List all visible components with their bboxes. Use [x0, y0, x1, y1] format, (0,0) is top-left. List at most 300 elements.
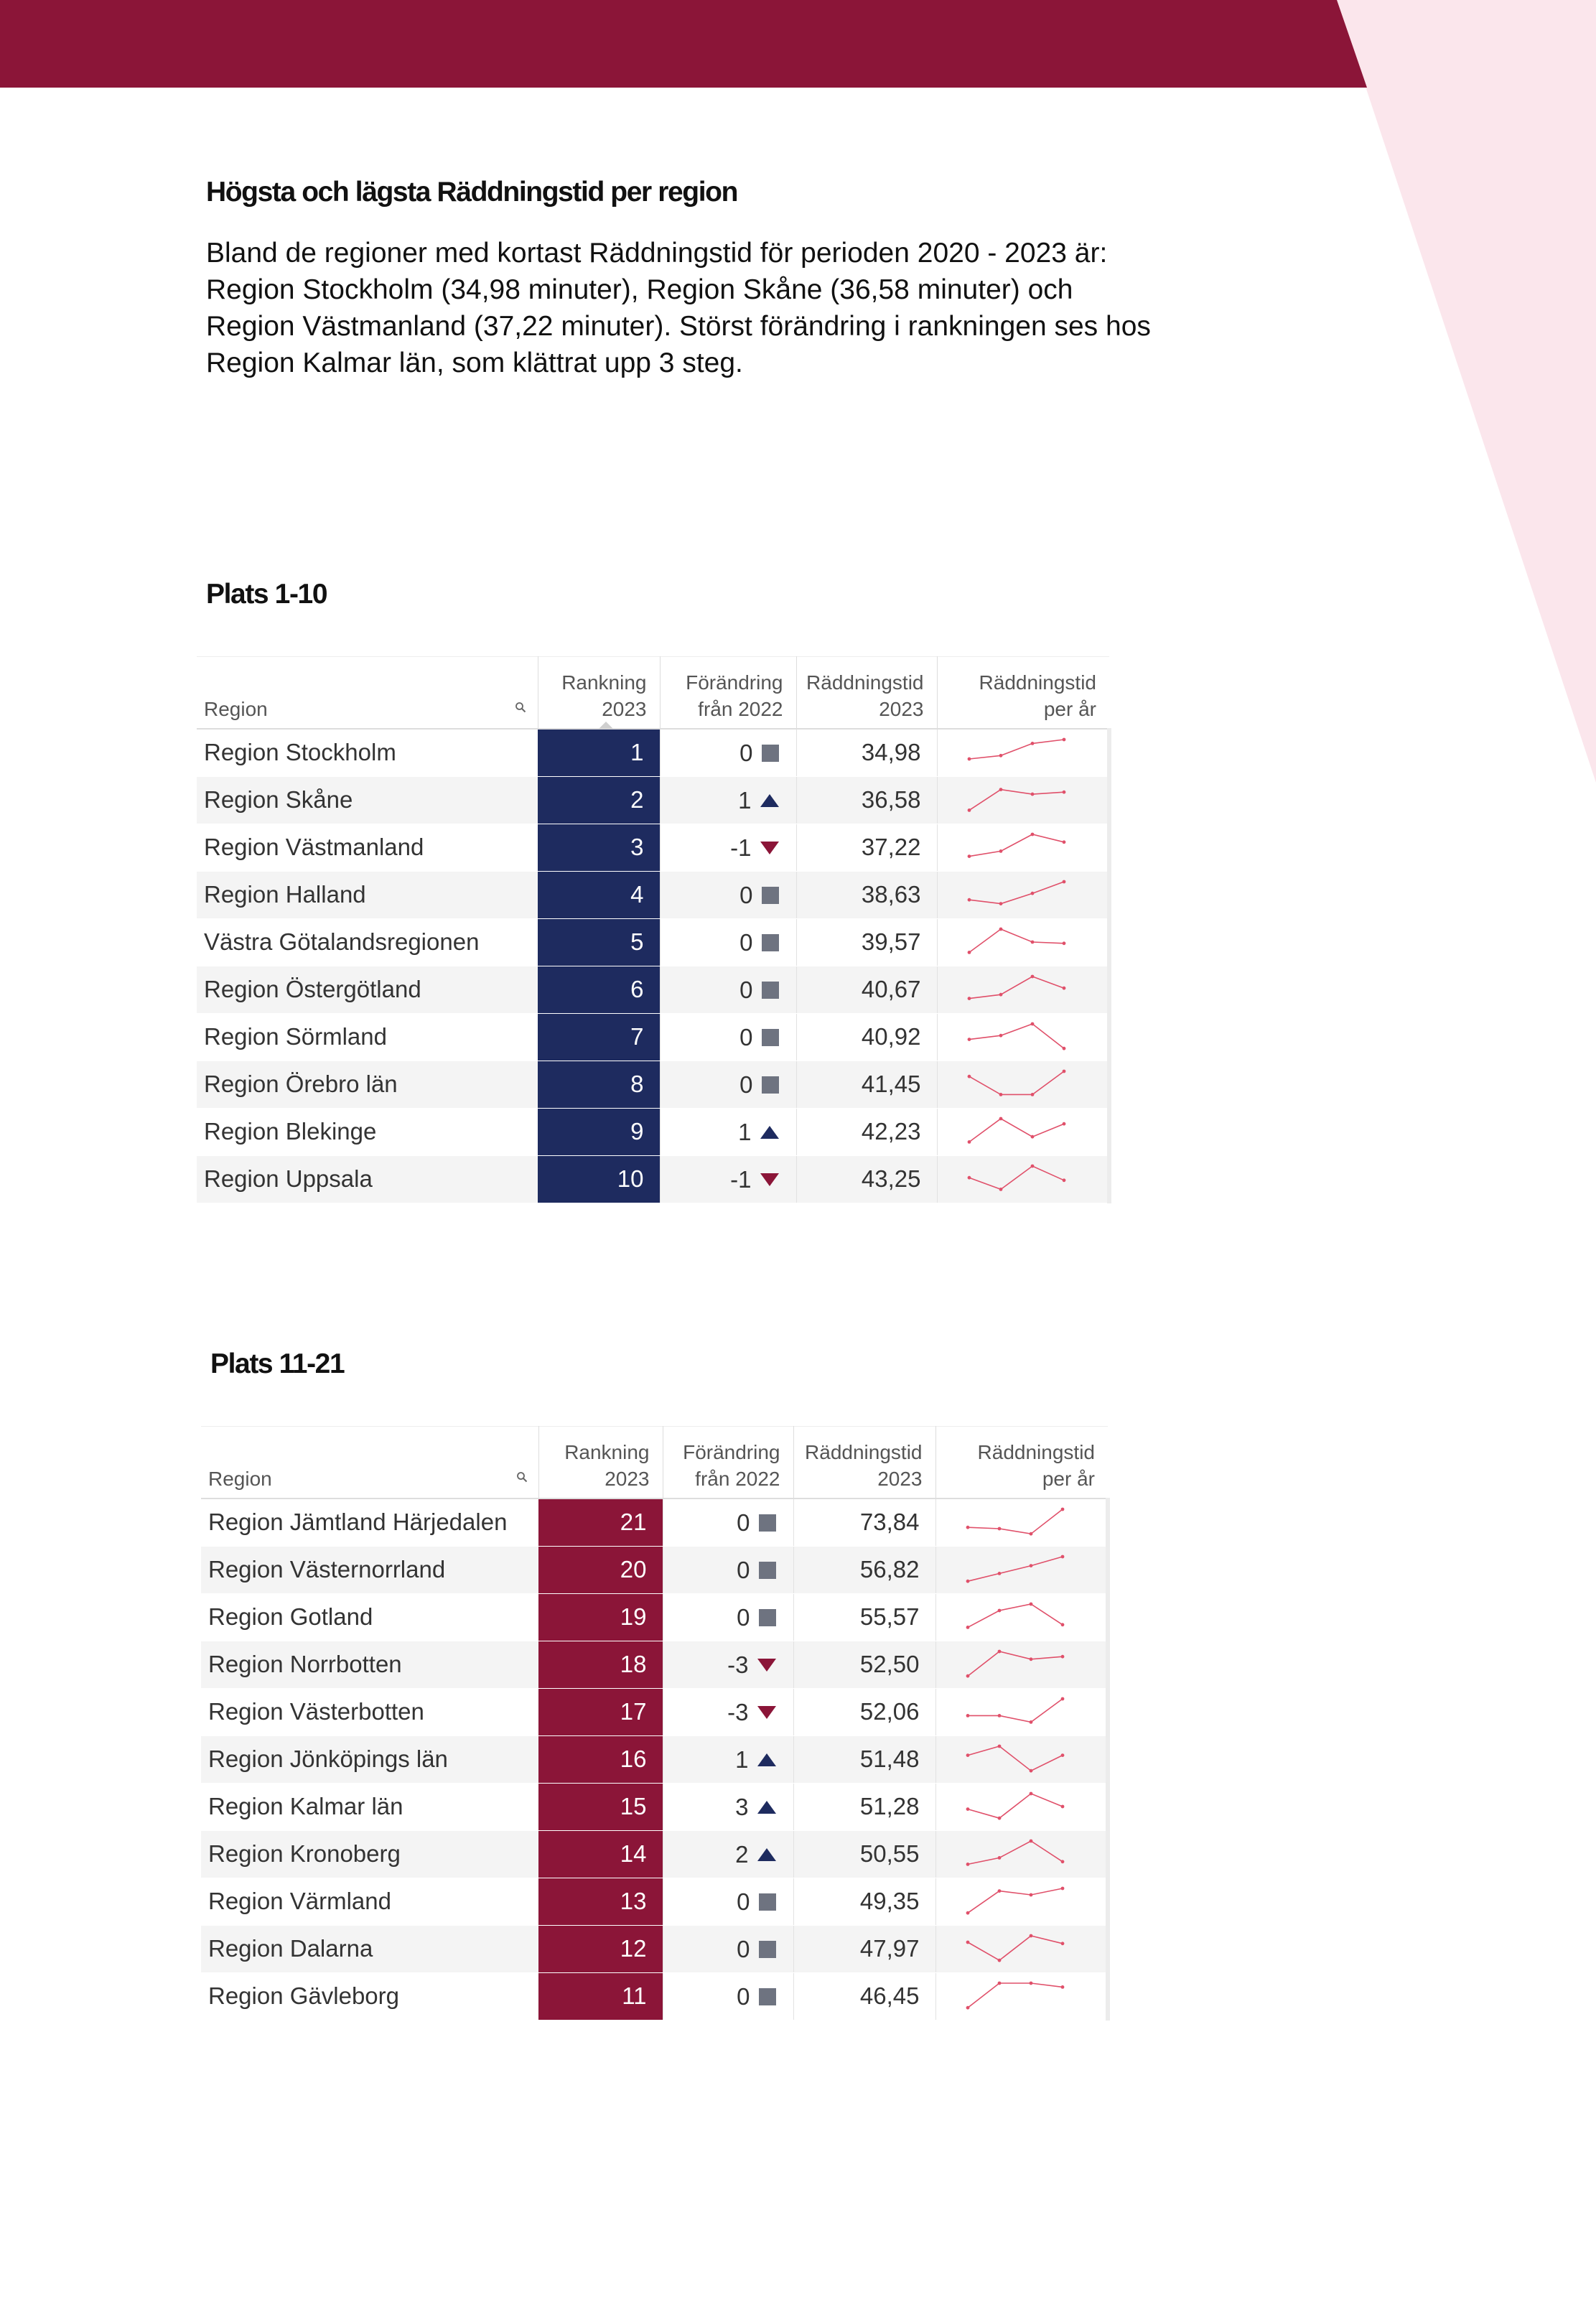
rank-cell: 14: [538, 1830, 663, 1878]
table-row[interactable]: [197, 1013, 1109, 1061]
sparkline-point: [967, 854, 971, 858]
sparkline-chart: [965, 1838, 1065, 1870]
table-row[interactable]: [201, 1830, 1108, 1878]
sparkline-point: [1060, 1555, 1064, 1559]
sparkline-point: [967, 997, 971, 1000]
table-row[interactable]: [197, 966, 1109, 1013]
change-value: 0: [739, 1024, 753, 1051]
search-icon: [515, 702, 526, 713]
table-row[interactable]: [201, 1688, 1108, 1735]
rank-cell: 1: [538, 729, 660, 777]
time-cell: 50,55: [793, 1830, 935, 1878]
sparkline-line: [968, 1651, 1063, 1676]
change-value: 1: [738, 787, 752, 814]
sparkline-point: [1029, 1657, 1032, 1661]
change-value: 0: [739, 882, 753, 909]
sparkline-chart: [965, 1601, 1065, 1633]
sparkline-point: [999, 1188, 1002, 1191]
sparkline-point: [966, 1526, 969, 1529]
column-header-spark[interactable]: [937, 657, 1109, 729]
column-header-change-line2: från 2022: [698, 697, 783, 720]
column-header-time-line1: Räddningstid: [806, 671, 924, 694]
sparkline-point: [1060, 1753, 1064, 1757]
ranking-table-top: [197, 656, 1111, 1203]
table-row[interactable]: [201, 1925, 1108, 1972]
region-name-cell: Region Gävleborg: [201, 1972, 538, 2020]
time-cell: 73,84: [793, 1499, 935, 1547]
sparkline-point: [1062, 987, 1065, 990]
time-cell: 52,06: [793, 1688, 935, 1735]
change-cell: [660, 1061, 796, 1108]
table-row[interactable]: [201, 1878, 1108, 1925]
sparkline-point: [966, 1807, 969, 1811]
rank-cell: 21: [538, 1499, 663, 1547]
up-triangle-icon: [757, 1801, 776, 1814]
sparkline-point: [1029, 1720, 1032, 1724]
table-row[interactable]: [197, 918, 1109, 966]
sparkline-point: [966, 1626, 969, 1629]
table-body-bottom: [201, 1499, 1108, 2021]
unchanged-square-icon: [759, 1941, 776, 1958]
table-row[interactable]: [201, 1641, 1108, 1688]
sparkline-cell: [937, 871, 1109, 918]
rank-cell: 16: [538, 1735, 663, 1783]
sparkline-point: [967, 1140, 971, 1144]
sparkline-point: [967, 951, 971, 954]
section-title-top: Plats 1-10: [206, 579, 327, 610]
region-name-cell: Region Blekinge: [197, 1108, 538, 1155]
time-cell: 55,57: [793, 1593, 935, 1641]
unchanged-square-icon: [759, 1609, 776, 1626]
unchanged-square-icon: [759, 1893, 776, 1911]
sparkline-chart: [966, 926, 1067, 958]
sparkline-chart: [966, 879, 1067, 910]
sparkline-line: [969, 1024, 1064, 1048]
region-name-cell: Region Örebro län: [197, 1061, 538, 1108]
sparkline-point: [999, 1093, 1002, 1096]
table-row[interactable]: [201, 1783, 1108, 1830]
time-cell: 42,23: [796, 1108, 937, 1155]
sparkline-point: [966, 1674, 969, 1678]
sparkline-cell: [937, 824, 1109, 871]
sparkline-cell: [935, 1641, 1108, 1688]
sparkline-chart: [965, 1649, 1065, 1680]
sparkline-point: [967, 898, 971, 902]
change-cell: [663, 1783, 793, 1830]
time-cell: 38,63: [796, 871, 937, 918]
time-cell: 47,97: [793, 1925, 935, 1972]
column-search-button[interactable]: [503, 657, 538, 729]
sparkline-chart: [966, 974, 1067, 1005]
sparkline-chart: [965, 1554, 1065, 1585]
sparkline-cell: [935, 1499, 1108, 1547]
sparkline-cell: [937, 1061, 1109, 1108]
time-cell: 49,35: [793, 1878, 935, 1925]
sparkline-point: [1030, 1165, 1034, 1168]
sparkline-point: [1029, 1893, 1032, 1897]
sparkline-chart: [965, 1980, 1065, 2012]
sparkline-point: [997, 1856, 1001, 1860]
sparkline-point: [1030, 975, 1034, 979]
sparkline-chart: [965, 1506, 1065, 1538]
sparkline-chart: [966, 1163, 1067, 1195]
region-name-cell: Region Stockholm: [197, 729, 538, 777]
table-row[interactable]: [197, 824, 1109, 871]
time-cell: 43,25: [796, 1155, 937, 1203]
sparkline-line: [969, 1119, 1064, 1142]
sparkline-point: [1030, 1093, 1034, 1096]
sparkline-point: [967, 758, 971, 761]
table-row[interactable]: [201, 1546, 1108, 1593]
sparkline-point: [1030, 793, 1034, 796]
column-header-time-line1: Räddningstid: [805, 1440, 923, 1463]
sparkline-point: [1029, 1532, 1032, 1536]
region-name-cell: Region Kronoberg: [201, 1830, 538, 1878]
column-header-spark-line2: per år: [1042, 1467, 1095, 1490]
sparkline-chart: [965, 1791, 1065, 1822]
sparkline-cell: [935, 1925, 1108, 1972]
rank-cell: 20: [538, 1546, 663, 1593]
sparkline-point: [1062, 840, 1065, 844]
change-value: 0: [737, 1557, 750, 1584]
rank-cell: 8: [538, 1061, 660, 1108]
column-header-region[interactable]: Region: [197, 657, 503, 729]
sparkline-point: [999, 1117, 1002, 1121]
change-value: -3: [727, 1699, 749, 1726]
rank-cell: 11: [538, 1972, 663, 2020]
sparkline-chart: [966, 1068, 1067, 1100]
change-value: 0: [739, 1071, 753, 1099]
down-triangle-icon: [757, 1706, 776, 1719]
sparkline-line: [968, 1557, 1063, 1581]
sparkline-point: [997, 1650, 1001, 1654]
search-icon: [516, 1471, 528, 1483]
change-value: 3: [735, 1794, 749, 1821]
sparkline-point: [997, 1745, 1001, 1748]
sparkline-point: [1060, 1805, 1064, 1809]
sparkline-point: [966, 1714, 969, 1718]
rank-cell: 7: [538, 1013, 660, 1061]
change-value: 2: [735, 1841, 749, 1868]
sparkline-cell: [937, 1155, 1109, 1203]
change-value: 1: [735, 1746, 749, 1774]
change-cell: [663, 1878, 793, 1925]
sparkline-cell: [935, 1878, 1108, 1925]
change-cell: [660, 824, 796, 871]
table-row[interactable]: [197, 871, 1109, 918]
time-cell: 40,67: [796, 966, 937, 1013]
sparkline-chart: [965, 1696, 1065, 1728]
rank-cell: 9: [538, 1108, 660, 1155]
rank-cell: 18: [538, 1641, 663, 1688]
sparkline-cell: [937, 966, 1109, 1013]
change-value: 0: [737, 1983, 750, 2010]
sparkline-point: [1029, 1982, 1032, 1985]
sparkline-chart: [965, 1886, 1065, 1917]
sparkline-line: [969, 977, 1064, 999]
change-value: 0: [739, 929, 753, 956]
change-cell: [663, 1735, 793, 1783]
table-row[interactable]: [197, 729, 1109, 777]
sparkline-point: [1029, 1603, 1032, 1606]
sparkline-line: [968, 1699, 1063, 1722]
column-header-rank-line2: 2023: [605, 1467, 650, 1490]
table-row[interactable]: [197, 1155, 1109, 1203]
change-cell: [660, 1108, 796, 1155]
sparkline-point: [997, 1572, 1001, 1575]
table-row[interactable]: [201, 1593, 1108, 1641]
sparkline-point: [1029, 1769, 1032, 1773]
column-header-change[interactable]: [663, 1427, 793, 1499]
time-cell: 37,22: [796, 824, 937, 871]
region-name-cell: Region Värmland: [201, 1878, 538, 1925]
column-header-region[interactable]: Region: [201, 1427, 505, 1499]
region-name-cell: Region Sörmland: [197, 1013, 538, 1061]
sparkline-point: [966, 1941, 969, 1944]
sparkline-line: [969, 740, 1064, 759]
column-header-time[interactable]: [796, 657, 937, 729]
change-cell: [660, 776, 796, 824]
change-value: -3: [727, 1651, 749, 1679]
sparkline-cell: [935, 1546, 1108, 1593]
sparkline-chart: [965, 1933, 1065, 1965]
change-value: -1: [730, 1166, 752, 1193]
unchanged-square-icon: [759, 1562, 776, 1579]
change-cell: [660, 918, 796, 966]
column-header-time-line2: 2023: [879, 697, 924, 720]
rank-cell: 12: [538, 1925, 663, 1972]
change-value: 0: [739, 740, 753, 767]
region-name-cell: Region Kalmar län: [201, 1783, 538, 1830]
sparkline-line: [968, 1936, 1063, 1960]
sparkline-point: [1060, 1508, 1064, 1511]
change-value: 0: [737, 1509, 750, 1537]
change-cell: [660, 966, 796, 1013]
sparkline-chart: [966, 737, 1067, 768]
change-cell: [660, 1155, 796, 1203]
up-triangle-icon: [757, 1848, 776, 1861]
column-header-rank-line2: 2023: [602, 697, 647, 720]
sparkline-cell: [937, 729, 1109, 777]
time-cell: 56,82: [793, 1546, 935, 1593]
sparkline-point: [1060, 1887, 1064, 1891]
sparkline-point: [1060, 1697, 1064, 1701]
sparkline-point: [1029, 1934, 1032, 1938]
unchanged-square-icon: [762, 982, 779, 999]
time-cell: 46,45: [793, 1972, 935, 2020]
sparkline-point: [999, 754, 1002, 758]
sparkline-point: [997, 1817, 1001, 1820]
sparkline-point: [997, 1527, 1001, 1531]
column-header-change[interactable]: [660, 657, 796, 729]
column-header-rank[interactable]: [538, 657, 660, 729]
unchanged-square-icon: [762, 1029, 779, 1046]
down-triangle-icon: [760, 842, 779, 854]
region-name-cell: Region Halland: [197, 871, 538, 918]
sparkline-point: [999, 902, 1002, 905]
region-name-cell: Region Dalarna: [201, 1925, 538, 1972]
section-title-bottom: Plats 11-21: [210, 1348, 345, 1379]
sparkline-point: [1062, 1047, 1065, 1050]
rank-cell: 2: [538, 776, 660, 824]
sparkline-point: [967, 1176, 971, 1180]
sparkline-point: [1060, 1655, 1064, 1659]
region-name-cell: Region Västernorrland: [201, 1546, 538, 1593]
sparkline-point: [999, 928, 1002, 931]
sparkline-chart: [966, 1021, 1067, 1053]
rank-cell: 10: [538, 1155, 660, 1203]
column-header-change-line2: från 2022: [695, 1467, 780, 1490]
change-value: 0: [737, 1604, 750, 1631]
sparkline-point: [1030, 1022, 1034, 1026]
sparkline-point: [999, 993, 1002, 997]
sparkline-cell: [935, 1593, 1108, 1641]
unchanged-square-icon: [762, 887, 779, 904]
region-name-cell: Region Västmanland: [197, 824, 538, 871]
time-cell: 34,98: [796, 729, 937, 777]
column-header-time[interactable]: [793, 1427, 935, 1499]
sort-ascending-icon: [599, 722, 613, 729]
up-triangle-icon: [760, 1126, 779, 1139]
change-cell: [660, 871, 796, 918]
sparkline-line: [968, 1983, 1063, 2008]
sparkline-point: [1062, 1122, 1065, 1126]
change-value: 0: [739, 977, 753, 1004]
sparkline-line: [968, 1509, 1063, 1534]
column-header-spark-line1: Räddningstid: [977, 1440, 1095, 1463]
region-name-cell: Region Norrbotten: [201, 1641, 538, 1688]
sparkline-point: [1062, 880, 1065, 884]
region-name-cell: Region Västerbotten: [201, 1688, 538, 1735]
unchanged-square-icon: [759, 1514, 776, 1532]
summary-paragraph: Bland de regioner med kortast Räddningstid för perioden 2020 - 2023 är: Region Stockholm (34,98 minuter), Region Skåne (36,58 minuter) och Region Västmanland (37,22 minuter). Störst förändring i rankningen ses hos Region Kalmar län, som klättrat upp 3 steg.: [206, 238, 1151, 378]
table-row[interactable]: [197, 776, 1109, 824]
column-header-spark-line1: Räddningstid: [979, 671, 1096, 694]
unchanged-square-icon: [762, 934, 779, 951]
change-cell: [663, 1925, 793, 1972]
rank-cell: 19: [538, 1593, 663, 1641]
sparkline-point: [1029, 1792, 1032, 1796]
rank-cell: 3: [538, 824, 660, 871]
top-banner: [0, 0, 1367, 88]
sparkline-point: [1060, 1942, 1064, 1945]
rank-cell: 13: [538, 1878, 663, 1925]
region-name-cell: Region Gotland: [201, 1593, 538, 1641]
sparkline-point: [999, 1034, 1002, 1038]
change-cell: [663, 1593, 793, 1641]
change-cell: [663, 1499, 793, 1547]
change-value: 0: [737, 1888, 750, 1916]
sparkline-chart: [966, 784, 1067, 816]
table-row[interactable]: [201, 1735, 1108, 1783]
sparkline-line: [969, 929, 1064, 952]
sparkline-point: [967, 1038, 971, 1041]
sparkline-cell: [935, 1972, 1108, 2020]
sparkline-point: [1030, 892, 1034, 895]
sparkline-point: [966, 2006, 969, 2010]
change-value: 1: [738, 1119, 752, 1146]
table-row[interactable]: [201, 1499, 1108, 1547]
sparkline-point: [997, 1889, 1001, 1893]
sparkline-point: [1030, 742, 1034, 745]
sparkline-point: [999, 788, 1002, 791]
table-row[interactable]: [201, 1972, 1108, 2020]
column-header-change-line1: Förändring: [686, 671, 783, 694]
up-triangle-icon: [760, 794, 779, 807]
sparkline-chart: [965, 1743, 1065, 1775]
sparkline-point: [967, 808, 971, 812]
sparkline-point: [997, 1959, 1001, 1962]
rank-cell: 15: [538, 1783, 663, 1830]
sparkline-line: [969, 790, 1064, 811]
sparkline-cell: [935, 1735, 1108, 1783]
sparkline-point: [1062, 738, 1065, 742]
change-cell: [663, 1641, 793, 1688]
region-name-cell: Region Skåne: [197, 776, 538, 824]
sparkline-point: [966, 1911, 969, 1915]
rank-cell: 5: [538, 918, 660, 966]
region-name-cell: Region Jämtland Härjedalen: [201, 1499, 538, 1547]
page-heading: Högsta och lägsta Räddningstid per region: [206, 177, 738, 208]
column-header-spark-line2: per år: [1043, 697, 1096, 720]
column-search-button[interactable]: [505, 1427, 538, 1499]
rank-cell: 6: [538, 966, 660, 1013]
sparkline-line: [968, 1746, 1063, 1771]
sparkline-point: [997, 1609, 1001, 1613]
sparkline-point: [1060, 1860, 1064, 1863]
column-header-rank-line1: Rankning: [561, 671, 647, 694]
sparkline-point: [1060, 1985, 1064, 1989]
time-cell: 40,92: [796, 1013, 937, 1061]
table-row[interactable]: [197, 1108, 1109, 1155]
sparkline-point: [1062, 1070, 1065, 1073]
unchanged-square-icon: [762, 1076, 779, 1094]
sparkline-point: [1060, 1623, 1064, 1626]
region-name-cell: Region Uppsala: [197, 1155, 538, 1203]
down-triangle-icon: [757, 1659, 776, 1672]
change-cell: [663, 1830, 793, 1878]
sparkline-cell: [937, 1108, 1109, 1155]
time-cell: 36,58: [796, 776, 937, 824]
change-cell: [663, 1688, 793, 1735]
sparkline-point: [997, 1982, 1001, 1985]
sparkline-line: [969, 1071, 1064, 1094]
column-header-spark[interactable]: [935, 1427, 1108, 1499]
sparkline-point: [1062, 791, 1065, 794]
sparkline-point: [1030, 1135, 1034, 1139]
sparkline-point: [1030, 941, 1034, 944]
time-cell: 41,45: [796, 1061, 937, 1108]
change-cell: [663, 1546, 793, 1593]
region-name-cell: Region Jönköpings län: [201, 1735, 538, 1783]
sparkline-cell: [937, 918, 1109, 966]
sparkline-point: [966, 1863, 969, 1866]
sparkline-point: [966, 1580, 969, 1583]
sparkline-cell: [935, 1688, 1108, 1735]
change-cell: [660, 729, 796, 777]
column-header-change-line1: Förändring: [683, 1440, 780, 1463]
sparkline-point: [999, 849, 1002, 853]
sparkline-line: [969, 834, 1064, 857]
sparkline-line: [968, 1794, 1063, 1818]
table-row[interactable]: [197, 1061, 1109, 1108]
column-header-rank[interactable]: [538, 1427, 663, 1499]
unchanged-square-icon: [762, 745, 779, 762]
sparkline-point: [1062, 1178, 1065, 1182]
rank-cell: 17: [538, 1688, 663, 1735]
sparkline-line: [968, 1604, 1063, 1627]
down-triangle-icon: [760, 1173, 779, 1186]
